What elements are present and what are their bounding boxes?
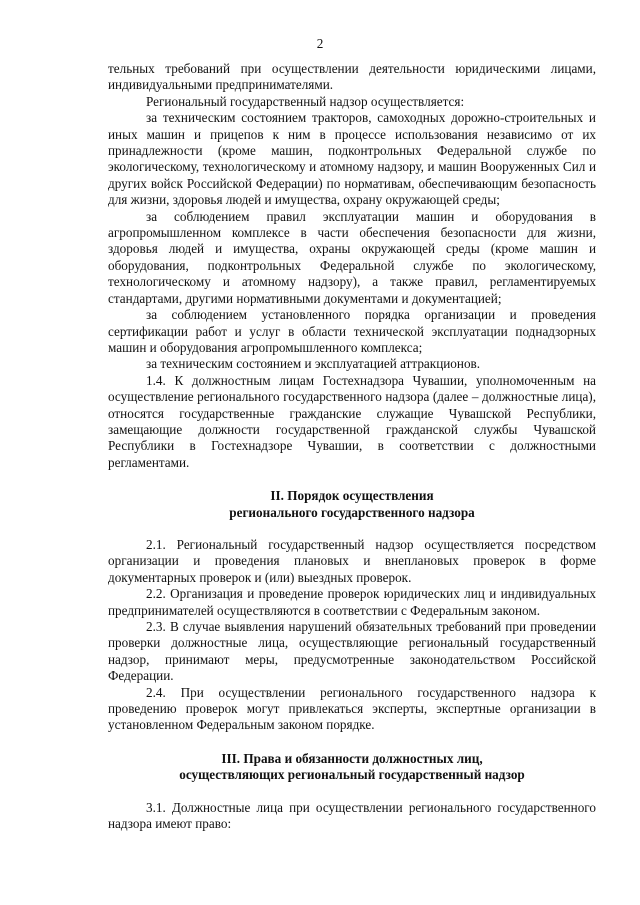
section-spacer (108, 734, 596, 751)
paragraph-item-tractors: за техническим состоянием тракторов, самоходных дорожно-строительных и иных машин и прицепов к ним в процессе использования независимо от их принадлежности (кроме машин, подконтрольных Федеральной службе по экологическому, технологическому и атомному надзору, и машин Вооруженных Сил и других войск Российской Федерации) по нормативам, обеспечивающим безопасность для жизни, здоровья людей и имущества, охрану окружающей среды; (108, 110, 596, 208)
section-3-title-line-2: осуществляющих региональный государственный надзор (179, 767, 525, 783)
paragraph-2-4: 2.4. При осуществлении регионального государственного надзора к проведению проверок могут привлекаться эксперты, экспертные организации в установленном Федеральным законом порядке. (108, 684, 596, 733)
document-body (108, 61, 596, 832)
paragraph-item-agro-rules: за соблюдением правил эксплуатации машин и оборудования в агропромышленном комплексе в части обеспечения безопасности для жизни, здоровья людей и имущества, охраны окружающей среды (кроме машин и оборудования, подконтрольных Федеральной службе по экологическому, технологическому и атомному надзору), а также правил, регламентируемых стандартами, другими нормативными документами и документацией; (108, 208, 596, 306)
section-3-title-line-1: III. Права и обязанности должностных лиц, (221, 750, 483, 766)
paragraph-2-2: 2.2. Организация и проведение проверок юридических лиц и индивидуальных предпринимателей осуществляются в соответствии с Федеральным законом. (108, 586, 596, 618)
section-2-title-line-1: II. Порядок осуществления (270, 488, 434, 504)
paragraph-item-certification: за соблюдением установленного порядка организации и проведения сертификации работ и услуг в области технической эксплуатации поднадзорных машин и оборудования агропромышленного комплекса; (108, 307, 596, 355)
paragraph-item-attractions: за техническим состоянием и эксплуатацией аттракционов. (146, 356, 481, 372)
section-2-title-line-2: регионального государственного надзора (229, 504, 475, 520)
paragraph-2-1: 2.1. Региональный государственный надзор осуществляется посредством организации и проведения плановых и внеплановых проверок в форме документарных проверок и (или) выездных проверок. (108, 536, 596, 585)
section-spacer (108, 521, 596, 537)
paragraph-1-4: 1.4. К должностным лицам Гостехнадзора Чувашии, уполномоченным на осуществление регионального государственного надзора (далее – должностные лица), относятся государственные гражданские служащие Чувашской Республики, замещающие должности государственной гражданской службы Чувашской Республики в Гостехнадзоре Чувашии, в соответствии с должностными регламентами. (108, 372, 596, 470)
paragraph-intro: Региональный государственный надзор осуществляется: (146, 93, 465, 109)
paragraph-continuation: тельных требований при осуществлении деятельности юридическими лицами, индивидуальными предпринимателями. (108, 61, 596, 93)
paragraph-2-3: 2.3. В случае выявления нарушений обязательных требований при проведении проверки должностные лица, осуществляющие региональный государственный надзор, принимают меры, предусмотренные законодательством Российской Федерации. (108, 619, 596, 684)
page-number: 2 (316, 36, 324, 51)
section-spacer (108, 784, 596, 800)
paragraph-3-1: 3.1. Должностные лица при осуществлении регионального государственного надзора имеют право: (108, 799, 596, 832)
section-spacer (108, 471, 596, 488)
